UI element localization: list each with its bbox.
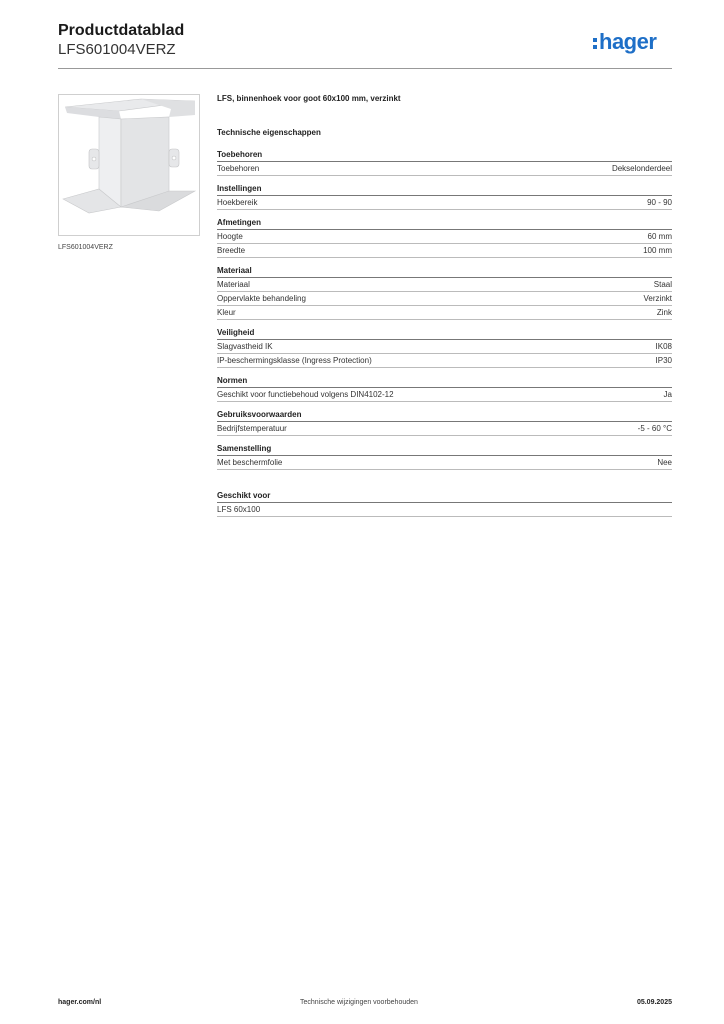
page-title: Productdatablad: [58, 22, 185, 39]
product-description: LFS, binnenhoek voor goot 60x100 mm, verzinkt: [217, 94, 401, 103]
spec-row: Hoekbereik 90 - 90: [217, 196, 672, 210]
section-samenstelling: [217, 443, 672, 470]
logo-dots-icon: [593, 38, 597, 49]
inner-corner-product-icon: [59, 95, 199, 235]
spec-row: Materiaal Staal: [217, 278, 672, 292]
spec-row: Breedte 100 mm: [217, 244, 672, 258]
section-gebruiksvoorwaarden: [217, 409, 672, 436]
list-item: LFS 60x100: [217, 503, 672, 517]
section-afmetingen: [217, 217, 672, 258]
spec-row: Met beschermfolie Nee: [217, 456, 672, 470]
section-title: Samenstelling: [217, 443, 672, 456]
spec-row: Oppervlakte behandeling Verzinkt: [217, 292, 672, 306]
spec-row: Geschikt voor functiebehoud volgens DIN4102-12 Ja: [217, 388, 672, 402]
header-divider: [58, 68, 672, 69]
datasheet-content: [217, 94, 672, 517]
product-code: LFS601004VERZ: [58, 41, 176, 58]
spec-row: Bedrijfstemperatuur -5 - 60 °C: [217, 422, 672, 436]
spec-row: Slagvastheid IK IK08: [217, 340, 672, 354]
section-title: Instellingen: [217, 183, 672, 196]
section-instellingen: [217, 183, 672, 210]
footer-note: Technische wijzigingen voorbehouden: [300, 999, 418, 1006]
logo-text: hager: [599, 29, 657, 54]
section-veiligheid: [217, 327, 672, 368]
section-title: Geschikt voor: [217, 490, 672, 503]
section-title: Materiaal: [217, 265, 672, 278]
section-title: Gebruiksvoorwaarden: [217, 409, 672, 422]
hager-logo[interactable]: [593, 27, 656, 57]
section-materiaal: [217, 265, 672, 320]
spec-row: IP-beschermingsklasse (Ingress Protection) IP30: [217, 354, 672, 368]
spec-row: Kleur Zink: [217, 306, 672, 320]
specs-heading: Technische eigenschappen: [217, 128, 321, 137]
section-title: Normen: [217, 375, 672, 388]
section-title: Afmetingen: [217, 217, 672, 230]
footer-date: 05.09.2025: [636, 999, 672, 1006]
section-title: Toebehoren: [217, 149, 672, 162]
spec-row: Hoogte 60 mm: [217, 230, 672, 244]
product-image: [58, 94, 200, 236]
spec-row: Toebehoren Dekselonderdeel: [217, 162, 672, 176]
section-geschikt-voor: [217, 490, 672, 517]
section-toebehoren: [217, 149, 672, 176]
section-normen: [217, 375, 672, 402]
section-title: Veiligheid: [217, 327, 672, 340]
image-caption: LFS601004VERZ: [58, 244, 113, 251]
footer-website-link[interactable]: hager.com/nl: [58, 999, 102, 1006]
